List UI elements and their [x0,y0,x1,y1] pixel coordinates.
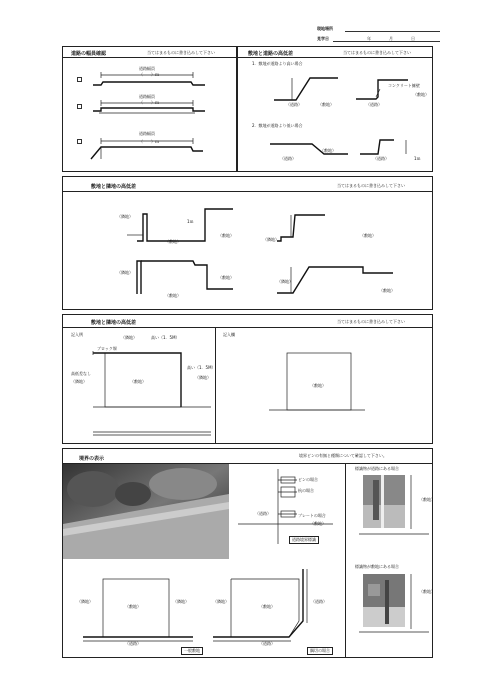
site-label-s5-p1: （敷地） [125,604,141,609]
boundary-drawings [63,449,434,659]
neighbor-label-s5-3: （隣地） [213,599,229,604]
case-road-side: 標識物が道路にある場合 [355,466,399,471]
general-site-tag: 一般敷地 [181,647,203,655]
site-road-note: 当てはまるものに書き込みして下さい [343,50,411,55]
height-right-label: 高い（1．5M） [187,365,216,370]
site-label-s5-r2: （敷地） [419,589,435,594]
road-label-3: （道路） [280,156,296,161]
concrete-wall-label: コンクリート擁壁 [388,83,420,88]
height-label-1: 1ｍ [414,156,421,161]
entry-drawings [63,315,434,445]
road-width-label-2: 道路幅員 [139,94,155,99]
road-width-title: 道路の幅員確認 [71,51,107,57]
road-width-value-3: （ ）ｍ [139,139,159,144]
road-label-s5-p3: （道路） [259,641,275,646]
site-label-s3-4: （敷地） [218,275,234,280]
road-label-s5-1: （道路） [255,511,271,516]
no-diff-label: 高低差なし [71,371,91,376]
site-neighbor-drawings [63,177,434,311]
height-left-label: 高い（1．5M） [151,335,180,340]
site-label-1: （敷地） [318,102,334,107]
site-label-s5-p2: （敷地） [259,604,275,609]
site-label-s3-5: （敷地） [360,233,376,238]
section-site-neighbor [62,176,433,310]
neighbor-label-s5-1: （隣地） [77,599,93,604]
road-label-s5-p1: （道路） [125,641,141,646]
pin-type-3: プレートの場合 [298,513,326,518]
entry-label: 記入欄 [223,332,235,337]
road-width-value-2: （ ）ｍ [139,100,159,105]
case-lower-label: 2．敷地が道路より低い場合 [252,123,303,128]
height-label-s3: 1ｍ [187,219,194,224]
site-label-3: （敷地） [320,148,336,153]
neighbor-label-s5-2: （隣地） [173,599,189,604]
neighbor-label-4: （隣地） [277,279,293,284]
site-label-s3-6: （敷地） [379,288,395,293]
road-width-label-1: 道路幅員 [139,66,155,71]
site-label-s3-1: （敷地） [165,239,181,244]
location-field[interactable] [345,31,440,32]
site-label-s4-entry: （敷地） [310,383,326,388]
site-label-2: （敷地） [413,92,429,97]
case-site-side: 標識物が敷地にある場合 [355,564,399,569]
road-width-label-3: 道路幅員 [139,131,155,136]
section-site-neighbor-entry [62,314,433,444]
neighbor-label-s4-1: （隣地） [121,335,137,340]
site-road-title: 敷地と道路の高低差 [248,51,294,57]
site-label-s5-1: （敷地） [310,521,326,526]
neighbor-label-s4-2: （隣地） [71,379,87,384]
year-label: 年 [367,36,371,41]
road-width-value-1: （ ）ｍ [139,72,159,77]
date-field[interactable] [333,41,440,42]
block-wall-label: ブロック塀 [97,346,117,351]
site-road-drawings [238,47,434,173]
pin-type-1: ピンの場合 [298,477,318,482]
road-label-4: （道路） [373,156,389,161]
example-label: 記入例 [71,332,83,337]
pin-caption: 道路境界標識 [289,536,319,544]
case-higher-label: 1．敷地が道路より高い場合 [252,61,303,66]
road-label-1: （道路） [286,102,302,107]
site-neighbor-title: 敷地と隣地の高低差 [91,184,137,190]
neighbor-label-2: （隣地） [117,270,133,275]
road-width-note: 当てはまるものに書き込みして下さい [147,50,215,55]
corner-cut-tag: 隅切の場合 [307,647,333,655]
section-site-road [237,46,433,172]
boundary-note: 境界ピンの有無と種類について確認して下さい。 [299,453,387,458]
entry-title: 敷地と隣地の高低差 [91,320,137,326]
site-label-s3-2: （敷地） [218,233,234,238]
pin-type-2: 杭の場合 [298,488,314,493]
section-boundary [62,448,433,658]
boundary-title: 境界の表示 [79,456,105,462]
section-road-width [62,46,237,172]
road-label-2: （道路） [366,102,382,107]
month-label: 月 [389,36,393,41]
neighbor-label-s4-3: （隣地） [195,375,211,380]
road-width-drawings [63,47,238,173]
site-label-s5-r1: （敷地） [419,497,435,502]
date-label: 見学日 [317,36,329,41]
site-label-s3-3: （敷地） [165,293,181,298]
day-label: 日 [411,36,415,41]
neighbor-label-3: （隣地） [263,237,279,242]
site-label-s4: （敷地） [130,379,146,384]
location-label: 現地場所 [317,26,333,31]
site-neighbor-note: 当てはまるものに書き込みして下さい [337,183,405,188]
road-label-s5-p2: （道路） [311,599,327,604]
entry-note: 当てはまるものに書き込みして下さい [337,319,405,324]
neighbor-label-1: （隣地） [117,214,133,219]
